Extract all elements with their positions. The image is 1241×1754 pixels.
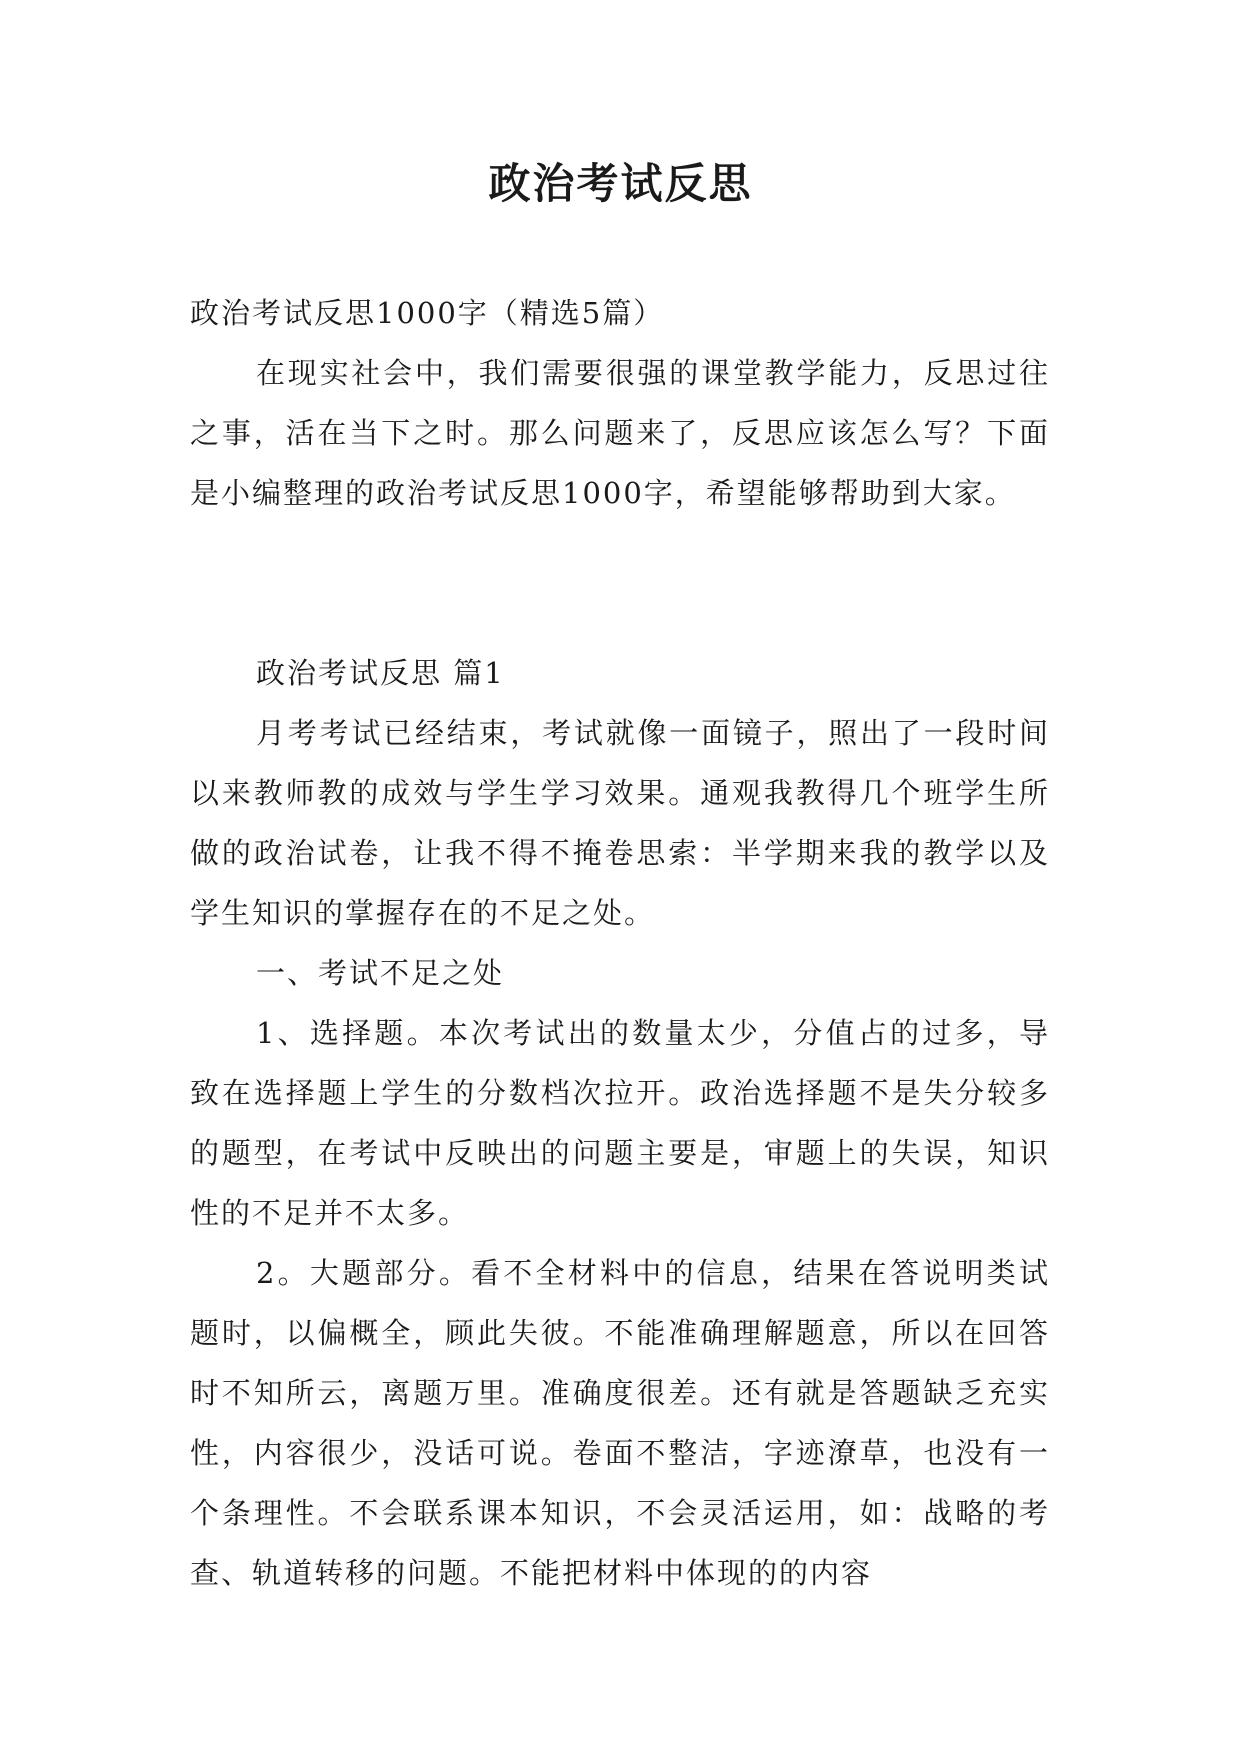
body-paragraph: 2。大题部分。看不全材料中的信息，结果在答说明类试题时，以偏概全，顾此失彼。不能准确理解题意，所以在回答时不知所云，离题万里。准确度很差。还有就是答题缺乏充实性，内容很少，没话可说。卷面不整洁，字迹潦草，也没有一个条理性。不会联系课本知识，不会灵活运用，如：战略的考查、轨道转移的问题。不能把材料中体现的的内容 [190,1256,1050,1590]
section-heading: 政治考试反思 篇1 [256,656,505,690]
subheading-exam-shortcomings: 一、考试不足之处 [256,956,505,990]
intro-paragraph: 在现实社会中，我们需要很强的课堂教学能力，反思过往之事，活在当下之时。那么问题来了，反思应该怎么写？下面是小编整理的政治考试反思1000字，希望能够帮助到大家。 [190,356,1050,510]
document-body [190,283,1050,1603]
document-title: 政治考试反思 [488,159,753,208]
body-paragraph: 1、选择题。本次考试出的数量太少，分值占的过多，导致在选择题上学生的分数档次拉开。政治选择题不是失分较多的题型，在考试中反映出的问题主要是，审题上的失误，知识性的不足并不太多。 [190,1016,1050,1230]
body-paragraph: 月考考试已经结束，考试就像一面镜子，照出了一段时间以来教师教的成效与学生学习效果。通观我教得几个班学生所做的政治试卷，让我不得不掩卷思索：半学期来我的教学以及学生知识的掌握存在的不足之处。 [190,716,1050,930]
document-subtitle: 政治考试反思1000字（精选5篇） [190,296,665,330]
section-spacer [190,523,1050,643]
